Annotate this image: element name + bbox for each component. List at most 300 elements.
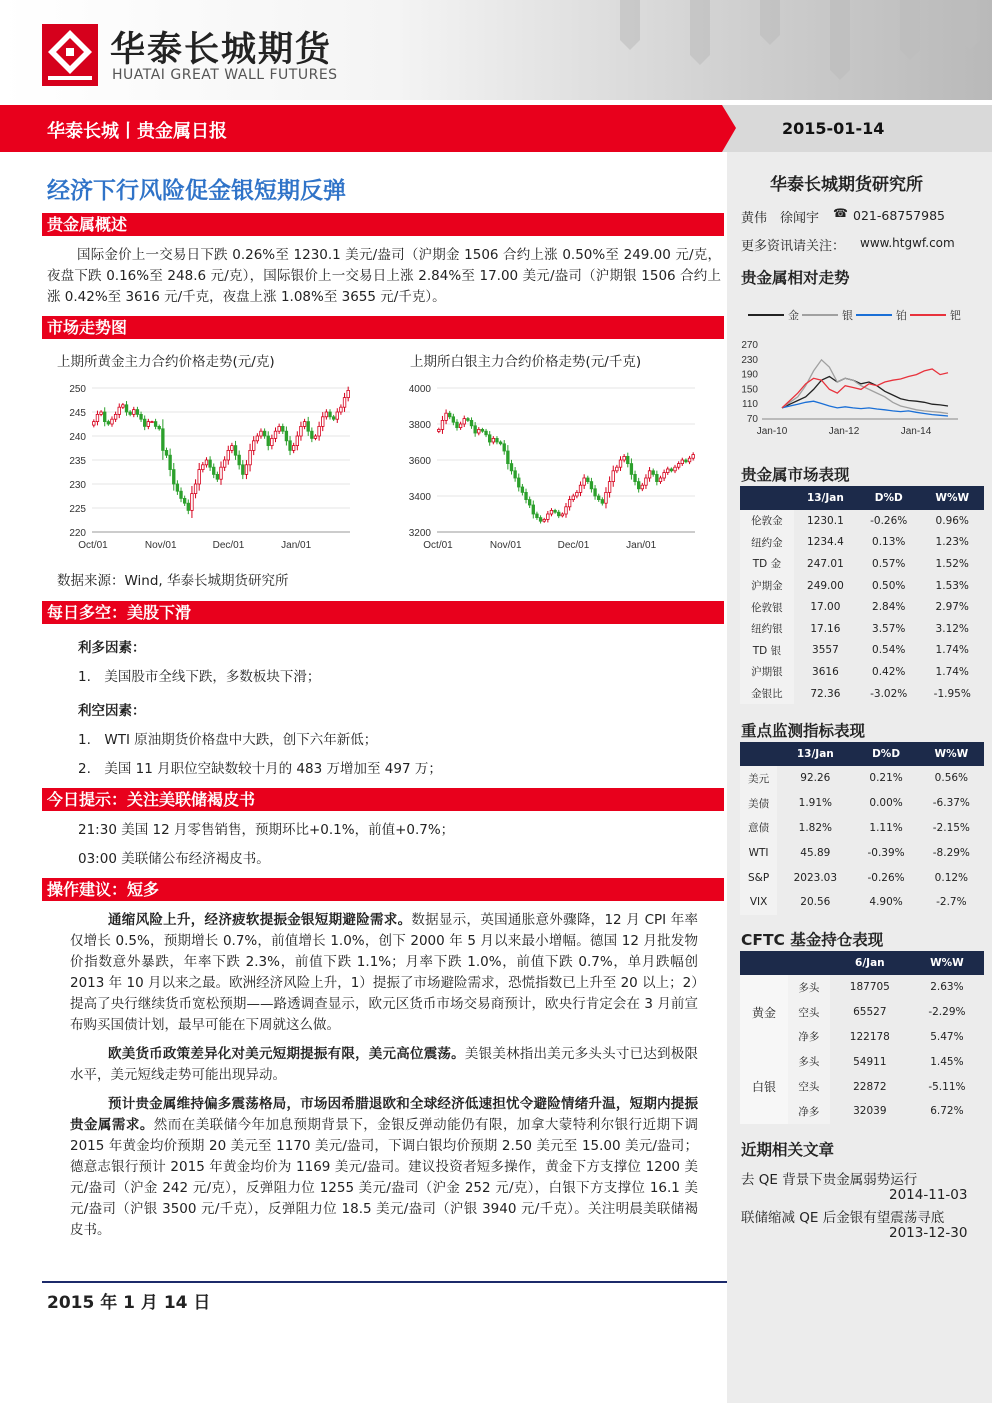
series-line [782,401,948,416]
candle-body [608,482,611,493]
phone-number: 021-68757985 [853,208,945,223]
candle-body [456,422,459,427]
advice-body: 美银美林指出美元多头头寸已达到极限水平，美元短线走势可能出现异动。 [70,1046,699,1083]
candle-body [452,417,455,422]
candle-body [692,455,695,459]
candle-body [296,436,299,446]
candle-body [590,482,593,489]
y-tick-label: 235 [69,456,86,467]
candle-body [528,500,531,505]
table-cell: 伦敦银 [740,596,794,618]
candle-body [289,441,292,451]
candle-body [114,414,117,419]
candle-body [576,492,579,496]
candle-body [162,429,165,451]
candle-body [688,458,691,462]
commodity-label: 黄金 [740,975,788,1049]
candle-body [630,464,633,475]
table-cell: 沪期金 [740,575,794,597]
candle-body [256,436,259,441]
y-tick-label: 190 [741,369,758,381]
y-tick-label: 230 [741,354,758,366]
bull-factors-title: 利多因素： [78,640,146,656]
advice-lead: 欧美货币政策差异化对美元短期提振有限，美元高位震荡。 [108,1046,465,1062]
candle-body [474,426,477,433]
candle-body [670,469,673,471]
section-overview: 贵金属概述 [42,213,724,236]
table-cell: 沪期银 [740,661,794,683]
table-cell: 0.57% [872,557,906,570]
report-category: 华泰长城丨贵金属日报 [47,121,227,142]
table-row [740,510,984,532]
x-tick-label: Nov/01 [144,540,177,551]
candle-body [510,464,513,471]
candle-body [329,412,332,417]
candle-body [231,446,234,451]
x-tick-label: Jan-12 [828,426,860,437]
table-cell: 2.84% [872,601,906,614]
candle-body [503,444,506,451]
silver-candlestick-chart [395,378,705,558]
huatai-logo-icon [42,24,98,86]
table-cell: 92.26 [800,772,831,785]
candle-body [478,429,481,433]
y-tick-label: 230 [69,480,86,491]
candle-body [637,482,640,489]
table-cell: 多头 [788,975,830,1000]
candle-body [96,414,99,421]
candle-body [488,435,491,442]
table-cell: WTI [740,840,777,865]
candle-body [583,478,586,485]
candle-body [325,412,328,417]
table-cell: 0.42% [872,665,906,678]
candle-body [496,438,499,442]
table-cell: 美元 [740,766,777,791]
candle-body [238,455,241,465]
column-header: D%D [857,486,921,510]
x-tick-label: Dec/01 [557,540,590,551]
article-title[interactable]: 去 QE 背景下贵金属弱势运行 [741,1172,918,1188]
candle-body [347,390,350,397]
table-cell: 3616 [812,665,839,678]
relative-trend-title: 贵金属相对走势 [741,269,850,287]
table-cell: 净多 [788,1099,830,1124]
candle-body [191,494,194,511]
table-cell: 1234.4 [807,536,844,549]
column-header [740,486,794,510]
table-cell: 1.82% [798,821,832,834]
table-cell: 伦敦金 [740,510,794,532]
candle-body [234,446,237,456]
candle-body [274,431,277,438]
table-row [740,553,984,575]
section-tips: 今日提示：关注美联储褐皮书 [42,788,724,811]
monitor-table [740,742,984,915]
candle-body [176,484,179,491]
candle-body [470,420,473,425]
institute-name: 华泰长城期货研究所 [770,175,923,195]
advice-paragraph [70,1094,698,1241]
candle-body [183,498,186,503]
articles-title: 近期相关文章 [741,1141,835,1159]
table-row [740,575,984,597]
candle-body [492,438,495,442]
candle-body [202,465,205,470]
table-row [740,766,984,791]
table-cell: -2.7% [936,896,967,909]
candle-body [663,473,666,478]
table-cell: 4.90% [869,896,903,909]
market-performance-table [740,486,984,704]
cftc-title: CFTC 基金持仓表现 [741,931,884,949]
candle-body [619,460,622,467]
table-cell: 0.12% [934,871,969,884]
series-line [782,377,948,408]
candle-body [677,464,680,468]
y-tick-label: 270 [741,340,758,351]
section-market: 市场走势图 [42,316,724,339]
candle-body [194,484,197,494]
bear-factor-item: 1. WTI 原油期货价格盘中大跌，创下六年新低； [78,732,378,748]
candle-body [314,436,317,438]
candle-body [557,512,560,516]
candle-body [216,474,219,479]
table-cell: -6.37% [932,797,970,810]
brand-name-en: HUATAI GREAT WALL FUTURES [112,67,338,83]
column-header [788,951,830,975]
candle-body [605,492,608,503]
table-cell: 0.50% [872,579,906,592]
candle-body [136,410,139,415]
candle-body [343,398,346,408]
table-cell: 249.00 [807,579,844,592]
candle-body [212,467,215,474]
chart-source: 数据来源：Wind, 华泰长城期货研究所 [57,573,289,589]
candle-body [448,413,451,417]
table-cell: -2.15% [932,821,970,834]
monitor-title: 重点监测指标表现 [741,722,866,740]
candle-body [227,450,230,460]
table-cell: VIX [740,890,777,915]
candle-body [438,429,441,431]
candle-body [300,426,303,436]
candle-body [612,471,615,482]
table-cell: 美债 [740,791,777,816]
y-tick-label: 3200 [408,528,431,539]
candle-body [499,442,502,444]
candle-body [100,412,103,414]
candle-body [129,412,132,414]
candle-body [252,441,255,451]
candle-body [103,412,106,422]
table-cell: 122178 [849,1030,890,1043]
table-cell: -0.26% [870,514,908,527]
candle-body [543,519,546,521]
table-row [740,840,984,865]
candle-body [133,410,136,415]
candle-body [652,471,655,475]
article-title[interactable]: 联储缩减 QE 后金银有望震荡寻底 [741,1210,945,1226]
table-cell: 65527 [853,1006,887,1019]
table-header-row [740,486,984,510]
table-cell: 1.23% [935,536,969,549]
table-cell: 1.91% [798,797,832,810]
table-cell: 纽约银 [740,618,794,640]
table-row [740,683,984,705]
column-header [740,742,777,766]
table-cell: 1.11% [869,821,903,834]
advice-body: 然而在美联储今年加息预期背景下，金银反弹动能仍有限，加拿大蒙特利尔银行近期下调 2015 年黄金均价预期 20 美元至 1170 美元/盎司，下调白银均价预期 2.50 美元至 15.00 美元/盎司；德意志银行预计 2015 年黄金均价为 1169 美元/盎司。建议投资者短多操作，黄金下方支撑位 1200 美元/盎司（沪金 242 元/克），反弹阻力位 1255 美元/盎司（沪金 252 元/克），白银下方支撑位 16.1 美元/盎司（沪银 3500 元/千克），反弹阻力位 18.5 美元/盎司（沪银 3940 元/千克）。关注明晨美联储褐皮书。 [70,1117,699,1238]
table-cell: 0.54% [872,644,906,657]
candle-body [594,489,597,496]
table-cell: 0.13% [872,536,906,549]
table-cell: 17.16 [810,622,841,635]
table-cell: 2.97% [935,601,969,614]
overview-paragraph: 国际金价上一交易日下跌 0.26%至 1230.1 美元/盎司（沪期金 1506 合约上涨 0.50%至 249.00 元/克，夜盘下跌 0.16%至 248.6 元/克），国际银价上一交易日上涨 2.84%至 17.00 美元/盎司（沪期银 1506 合约上涨 0.42%至 3616 元/千克，夜盘上涨 1.08%至 3655 元/千克）。 [47,247,721,305]
candle-body [220,467,223,479]
bear-factor-item: 2. 美国 11 月职位空缺数较十月的 483 万增加至 497 万； [78,761,442,777]
column-header: D%D [853,742,918,766]
table-cell: 17.00 [810,601,841,614]
candle-body [517,478,520,487]
table-cell: 54911 [853,1055,887,1068]
candle-body [634,474,637,481]
table-cell: TD 银 [740,640,794,662]
table-cell: -5.11% [928,1080,966,1093]
candle-body [122,405,125,407]
advice-paragraph [70,910,698,1036]
table-cell: 2023.03 [793,871,838,884]
table-row [740,890,984,915]
report-date: 2015-01-14 [782,119,885,138]
table-cell: 3.12% [935,622,969,635]
candle-body [111,419,114,424]
candle-body [285,431,288,441]
footer-divider [42,1281,727,1283]
advice-lead: 预计贵金属维持偏多震荡格局，市场因希腊退欧和全球经济低速担忧令避险情绪升温，短期内提振贵金属需求。 [70,1096,698,1133]
candle-body [260,431,263,436]
table-cell: 1.45% [930,1055,964,1068]
x-tick-label: Dec/01 [212,540,245,551]
candle-body [318,426,321,436]
candle-body [616,467,619,471]
table-cell: 空头 [788,1000,830,1025]
section-advice: 操作建议：短多 [42,878,724,901]
page-header [0,0,992,100]
table-cell: 多头 [788,1049,830,1074]
table-cell: -0.39% [867,846,905,859]
candle-body [249,450,252,464]
candle-body [641,485,644,489]
candle-body [340,407,343,412]
table-cell: 2.63% [930,981,964,994]
x-tick-label: Jan-10 [756,426,788,437]
candle-body [467,419,470,421]
gold-candlestick-chart [50,378,360,558]
table-cell: 72.36 [810,687,841,700]
header-decoration [600,0,992,100]
table-cell: 3.57% [872,622,906,635]
column-header: W%W [920,486,984,510]
silver-chart-title: 上期所白银主力合约价格走势(元/千克) [410,354,642,370]
article-date: 2014-11-03 [889,1187,968,1203]
candle-body [282,426,285,431]
candle-body [278,426,281,431]
x-tick-label: Jan/01 [626,540,657,551]
table-row [740,816,984,841]
report-title: 经济下行风险促金银短期反弹 [47,178,346,204]
candle-body [267,436,270,446]
section-daily: 每日多空：美股下滑 [42,601,724,624]
table-cell: 32039 [853,1105,887,1118]
more-info-label: 更多资讯请关注： [741,239,846,254]
candle-body [169,455,172,469]
candle-body [147,422,150,427]
legend-label: 金 [788,310,799,322]
relative-trend-chart [738,300,968,445]
candle-body [151,422,154,423]
y-tick-label: 110 [742,399,758,411]
bear-factors-title: 利空因素： [78,703,146,719]
x-tick-label: Jan/01 [281,540,312,551]
table-cell: 3557 [812,644,839,657]
table-cell: 0.96% [935,514,969,527]
table-cell: TD 金 [740,553,794,575]
candle-body [441,420,444,429]
candle-body [674,467,677,471]
candle-body [332,417,335,419]
commodity-label: 白银 [740,1049,788,1123]
candle-body [263,431,266,436]
y-tick-label: 4000 [408,384,431,395]
table-header-row [740,951,984,975]
candle-body [107,422,110,424]
candle-body [627,456,630,463]
table-row [740,532,984,554]
table-cell: 5.47% [930,1030,964,1043]
candle-body [459,424,462,428]
phone-icon: ☎ [833,206,848,220]
advice-paragraph [70,1044,698,1086]
candle-body [245,465,248,475]
table-cell: 0.00% [869,797,903,810]
table-row [740,975,984,1000]
candle-body [485,431,488,435]
candle-body [180,491,183,498]
candle-body [445,413,448,420]
candle-body [143,419,146,426]
table-cell: 247.01 [807,557,844,570]
candle-body [125,405,128,412]
candle-body [165,450,168,455]
table-cell: 20.56 [800,896,831,909]
x-tick-label: Oct/01 [78,540,108,551]
column-header: 6/Jan [830,951,910,975]
candle-body [158,426,161,428]
y-tick-label: 240 [69,432,86,443]
cftc-table [740,951,984,1124]
column-header [740,951,788,975]
table-cell: 0.21% [869,772,903,785]
y-tick-label: 220 [69,528,86,539]
candle-body [140,414,143,419]
column-header: 13/Jan [777,742,853,766]
candle-body [561,514,564,516]
candle-body [481,429,484,431]
candle-body [536,514,539,518]
column-header: 13/Jan [794,486,857,510]
advice-lead: 通缩风险上升，经济疲软提振金银短期避险需求。 [108,912,412,928]
column-header: W%W [919,742,984,766]
x-tick-label: Oct/01 [423,540,453,551]
y-tick-label: 225 [69,504,86,515]
table-row [740,640,984,662]
candle-body [303,422,306,427]
tip-item: 21:30 美国 12 月零售销售，预期环比+0.1%，前值+0.7%； [78,822,455,838]
candle-body [554,510,557,512]
y-tick-label: 3800 [408,420,431,431]
candle-body [532,505,535,514]
table-cell: 空头 [788,1074,830,1099]
candle-body [601,500,604,504]
candle-body [659,478,662,482]
candle-body [539,518,542,522]
legend-label: 钯 [950,310,961,322]
website-link[interactable]: www.htgwf.com [860,236,955,250]
table-row [740,618,984,640]
candle-body [681,460,684,464]
candle-body [623,456,626,460]
candle-body [514,471,517,478]
table-cell: 纽约金 [740,532,794,554]
candle-body [198,470,201,484]
table-cell: 45.89 [800,846,831,859]
table-cell: 1.52% [935,557,969,570]
candle-body [547,514,550,519]
table-row [740,791,984,816]
y-tick-label: 3400 [408,492,431,503]
table-cell: 1.74% [935,665,969,678]
table-header-row [740,742,984,766]
candle-body [307,422,310,432]
candle-body [572,496,575,500]
candle-body [587,478,590,482]
y-tick-label: 70 [746,414,758,425]
candle-body [242,465,245,475]
table-cell: 6.72% [930,1105,964,1118]
bull-factor-item: 1. 美国股市全线下跌，多数板块下滑； [78,669,321,685]
footer-date: 2015 年 1 月 14 日 [47,1293,211,1313]
table-cell: -0.26% [867,871,905,884]
candle-body [597,496,600,500]
candle-body [550,510,553,514]
legend-label: 铂 [896,310,907,322]
tip-item: 03:00 美联储公布经济褐皮书。 [78,851,270,867]
brand-name-cn: 华泰长城期货 [110,30,333,70]
candle-body [205,460,208,465]
candle-body [521,487,524,492]
candle-body [685,460,688,462]
candle-body [311,431,314,438]
y-tick-label: 250 [69,384,86,395]
table-cell: 1230.1 [807,514,844,527]
table-row [740,661,984,683]
x-tick-label: Jan-14 [900,426,932,437]
table-cell: 22872 [853,1080,887,1093]
table-cell: S&P [740,865,777,890]
table-row [740,1049,984,1074]
